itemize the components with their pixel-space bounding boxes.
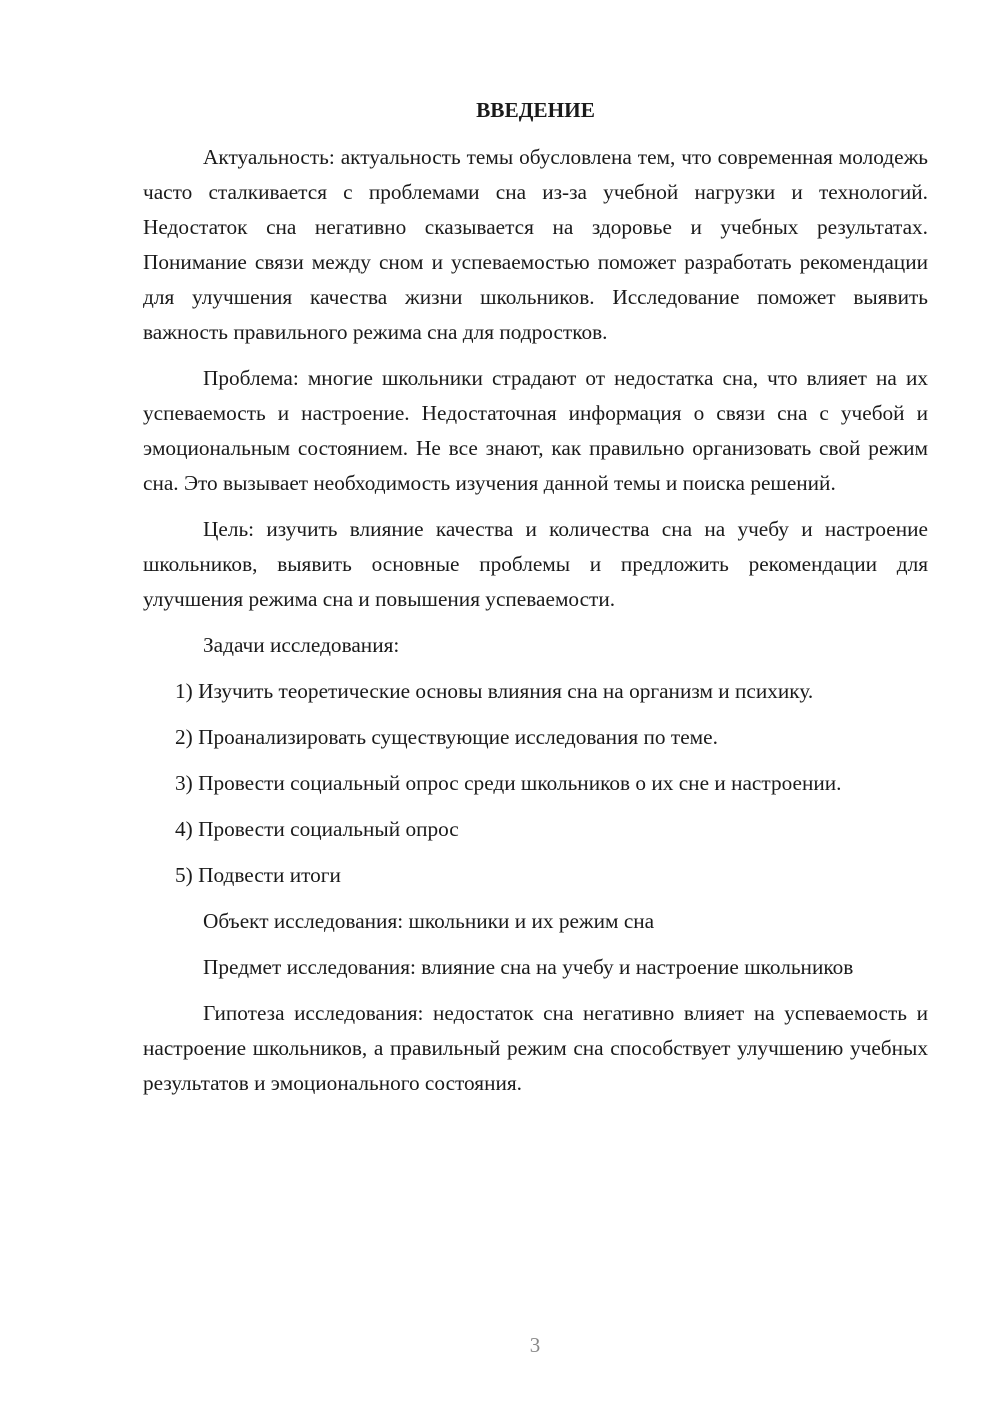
tasks-heading: Задачи исследования: xyxy=(203,633,400,657)
hypothesis-paragraph: Гипотеза исследования: недостаток сна негативно влияет на успеваемость и настроение школьников, а правильный режим сна способствует улучшению учебных результатов и эмоционального состояния. xyxy=(143,1001,928,1095)
page-number: 3 xyxy=(529,1333,541,1357)
relevance-paragraph: Актуальность: актуальность темы обусловлена тем, что современная молодежь часто сталкивается с проблемами сна из-за учебной нагрузки и технологий. Недостаток сна негативно сказывается на здоровье и учебных результатах. Понимание связи между сном и успеваемостью поможет разработать рекомендации для улучшения качества жизни школьников. Исследование поможет выявить важность правильного режима сна для подростков. xyxy=(143,145,928,344)
task-item: 2) Проанализировать существующие исследования по теме. xyxy=(175,725,718,749)
section-title: ВВЕДЕНИЕ xyxy=(476,98,595,122)
goal-paragraph: Цель: изучить влияние качества и количества сна на учебу и настроение школьников, выявить основные проблемы и предложить рекомендации для улучшения режима сна и повышения успеваемости. xyxy=(143,517,928,611)
task-item: 5) Подвести итоги xyxy=(175,863,341,887)
subject-paragraph: Предмет исследования: влияние сна на учебу и настроение школьников xyxy=(203,955,854,979)
document-page xyxy=(143,94,928,1112)
problem-paragraph: Проблема: многие школьники страдают от недостатка сна, что влияет на их успеваемость и настроение. Недостаточная информация о связи сна с учебой и эмоциональным состоянием. Не все знают, как правильно организовать свой режим сна. Это вызывает необходимость изучения данной темы и поиска решений. xyxy=(143,366,928,495)
task-item: 3) Провести социальный опрос среди школьников о их сне и настроении. xyxy=(175,771,842,795)
task-item: 1) Изучить теоретические основы влияния сна на организм и психику. xyxy=(175,679,814,703)
task-item: 4) Провести социальный опрос xyxy=(175,817,459,841)
object-paragraph: Объект исследования: школьники и их режим сна xyxy=(203,909,655,933)
